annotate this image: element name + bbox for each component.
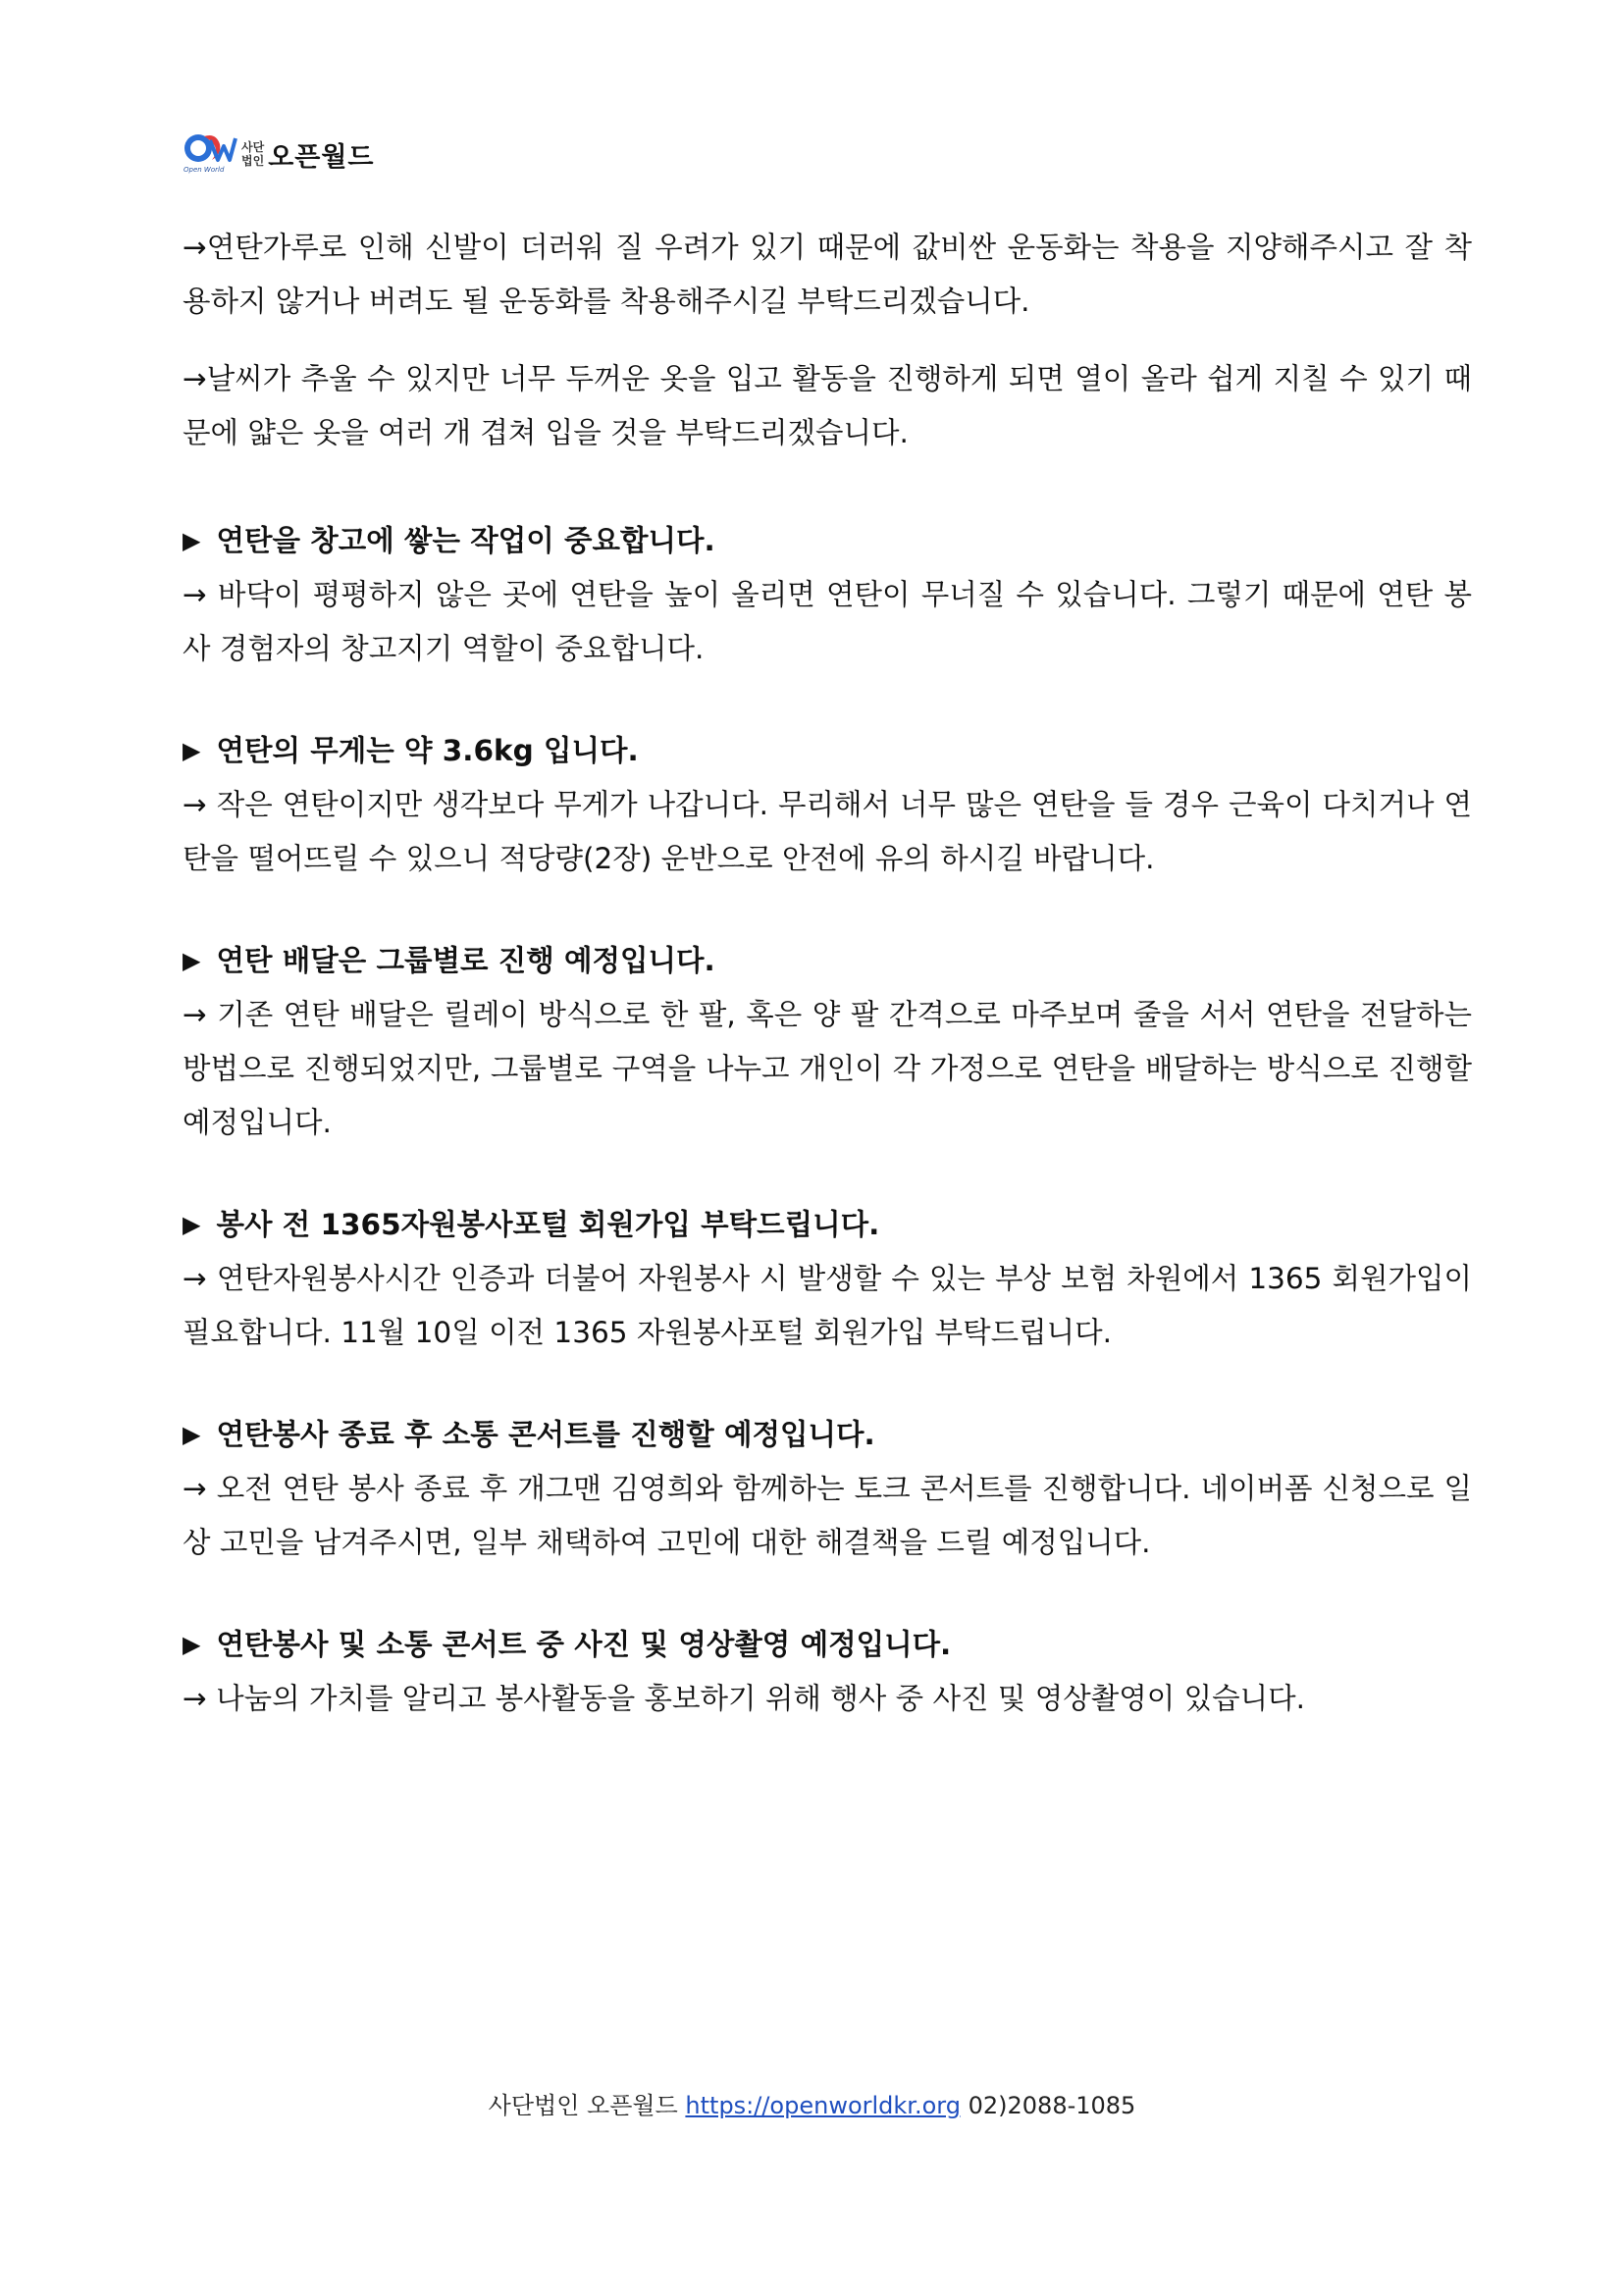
triangle-bullet-icon: ▶ — [183, 1631, 201, 1658]
section-body: → 작은 연탄이지만 생각보다 무게가 나갑니다. 무리해서 너무 많은 연탄을 들 경우 근육이 다치거나 연탄을 떨어뜨릴 수 있으니 적당량(2장) 운반으로 안전에 유의 하시길 바랍니다. — [183, 788, 1472, 875]
intro-paragraph: →연탄가루로 인해 신발이 더러워 질 우려가 있기 때문에 값비싼 운동화는 착용을 지양해주시고 잘 착용하지 않거나 버려도 될 운동화를 착용해주시길 부탁드리겠습니다. — [183, 231, 1472, 318]
logo-tagline: Open World — [183, 166, 225, 174]
footer-org: 사단법인 오픈월드 — [488, 2092, 678, 2119]
section-body: → 기존 연탄 배달은 릴레이 방식으로 한 팔, 혹은 양 팔 간격으로 마주보며 줄을 서서 연탄을 전달하는 방법으로 진행되었지만, 그룹별로 구역을 나누고 개인이 각 가정으로 연탄을 배달하는 방식으로 진행할 예정입니다. — [183, 998, 1472, 1139]
section-body: → 오전 연탄 봉사 종료 후 개그맨 김영희와 함께하는 토크 콘서트를 진행합니다. 네이버폼 신청으로 일상 고민을 남겨주시면, 일부 채택하여 고민에 대한 해결책을 드릴 예정입니다. — [183, 1472, 1472, 1559]
section-heading-text: 연탄 배달은 그룹별로 진행 예정입니다. — [216, 944, 715, 977]
section-heading — [183, 724, 1472, 778]
footer-phone: 02)2088-1085 — [968, 2092, 1136, 2119]
logo-name: 오픈월드 — [268, 141, 375, 173]
triangle-bullet-icon: ▶ — [183, 737, 201, 764]
section — [183, 1198, 1472, 1360]
document-body — [183, 221, 1472, 1726]
logo-icon — [183, 130, 237, 178]
logo-small-bottom: 법인 — [241, 154, 265, 168]
section-heading-text: 연탄을 창고에 쌓는 작업이 중요합니다. — [216, 524, 715, 557]
triangle-bullet-icon: ▶ — [183, 1421, 201, 1448]
section — [183, 1618, 1472, 1726]
section-body: → 연탄자원봉사시간 인증과 더불어 자원봉사 시 발생할 수 있는 부상 보험 차원에서 1365 회원가입이 필요합니다. 11월 10일 이전 1365 자원봉사포털 회원가입 부탁드립니다. — [183, 1262, 1472, 1349]
triangle-bullet-icon: ▶ — [183, 947, 201, 974]
logo-small-top: 사단 — [241, 140, 265, 154]
section — [183, 514, 1472, 676]
section-heading-text: 연탄의 무게는 약 3.6kg 입니다. — [216, 734, 639, 767]
section-body: → 바닥이 평평하지 않은 곳에 연탄을 높이 올리면 연탄이 무너질 수 있습니다. 그렇기 때문에 연탄 봉사 경험자의 창고지기 역할이 중요합니다. — [183, 578, 1472, 665]
intro-paragraph: →날씨가 추울 수 있지만 너무 두꺼운 옷을 입고 활동을 진행하게 되면 열이 올라 쉽게 지칠 수 있기 때문에 얇은 옷을 여러 개 겹쳐 입을 것을 부탁드리겠습니다. — [183, 362, 1472, 449]
section — [183, 724, 1472, 886]
section-heading — [183, 1618, 1472, 1672]
organization-logo — [183, 130, 375, 178]
section-heading-text: 연탄봉사 및 소통 콘서트 중 사진 및 영상촬영 예정입니다. — [216, 1628, 952, 1661]
triangle-bullet-icon: ▶ — [183, 1211, 201, 1238]
page-footer — [0, 2088, 1624, 2123]
logo-small-text — [241, 140, 264, 168]
section-heading — [183, 514, 1472, 568]
section-heading — [183, 1408, 1472, 1462]
section — [183, 934, 1472, 1150]
section-heading-text: 연탄봉사 종료 후 소통 콘서트를 진행할 예정입니다. — [216, 1418, 875, 1451]
section-body: → 나눔의 가치를 알리고 봉사활동을 홍보하기 위해 행사 중 사진 및 영상촬영이 있습니다. — [183, 1682, 1306, 1715]
section-heading-text: 봉사 전 1365자원봉사포털 회원가입 부탁드립니다. — [216, 1208, 880, 1241]
section-heading — [183, 934, 1472, 988]
triangle-bullet-icon: ▶ — [183, 527, 201, 554]
section-heading — [183, 1198, 1472, 1252]
section — [183, 1408, 1472, 1570]
footer-website-link[interactable]: https://openworldkr.org — [685, 2092, 961, 2119]
